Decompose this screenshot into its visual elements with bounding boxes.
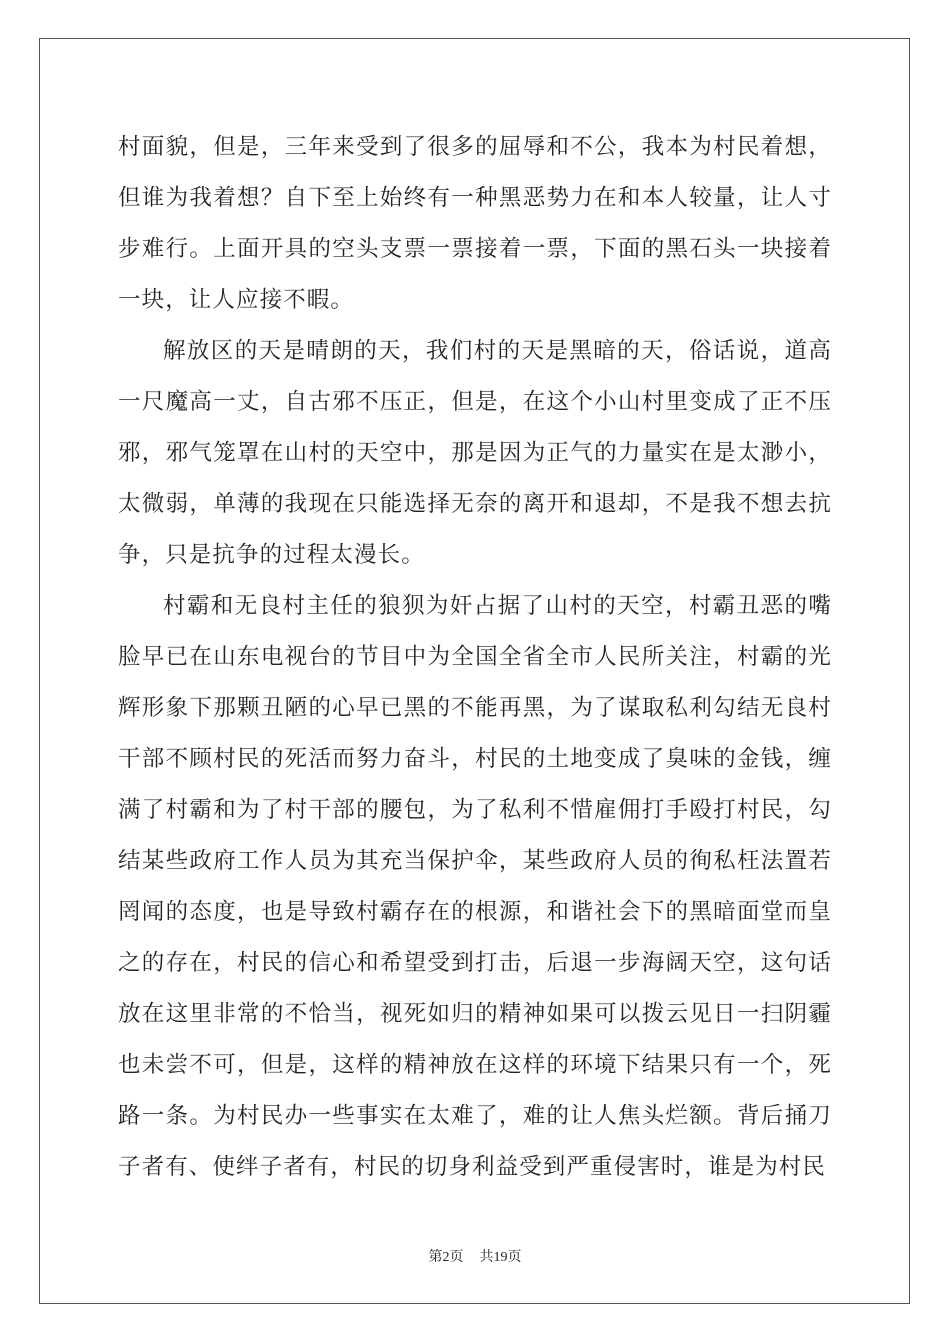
page-number: 第2页 xyxy=(428,1250,464,1265)
page-footer xyxy=(0,1246,950,1266)
total-pages: 共19页 xyxy=(479,1250,522,1265)
document-body xyxy=(118,122,832,1193)
paragraph: 解放区的天是晴朗的天，我们村的天是黑暗的天，俗话说，道高一尺魔高一丈，自古邪不压正，但是，在这个小山村里变成了正不压邪，邪气笼罩在山村的天空中，那是因为正气的力量实在是太渺小，太微弱，单薄的我现在只能选择无奈的离开和退却，不是我不想去抗争，只是抗争的过程太漫长。 xyxy=(118,338,832,568)
paragraph: 村面貌，但是，三年来受到了很多的屈辱和不公，我本为村民着想，但谁为我着想？自下至上始终有一种黑恶势力在和本人较量，让人寸步难行。上面开具的空头支票一票接着一票，下面的黑石头一块接着一块，让人应接不暇。 xyxy=(118,134,832,313)
paragraph: 村霸和无良村主任的狼狈为奸占据了山村的天空，村霸丑恶的嘴脸早已在山东电视台的节目中为全国全省全市人民所关注，村霸的光辉形象下那颗丑陋的心早已黑的不能再黑，为了谋取私利勾结无良村干部不顾村民的死活而努力奋斗，村民的土地变成了臭味的金钱，缠满了村霸和为了村干部的腰包，为了私利不惜雇佣打手殴打村民，勾结某些政府工作人员为其充当保护伞，某些政府人员的徇私枉法置若罔闻的态度，也是导致村霸存在的根源，和谐社会下的黑暗面堂而皇之的存在，村民的信心和希望受到打击，后退一步海阔天空，这句话放在这里非常的不恰当，视死如归的精神如果可以拨云见日一扫阴霾也未尝不可，但是，这样的精神放在这样的环境下结果只有一个，死路一条。为村民办一些事实在太难了，难的让人焦头烂额。背后捅刀子者有、使绊子者有，村民的切身利益受到严重侵害时，谁是为村民 xyxy=(118,593,832,1180)
